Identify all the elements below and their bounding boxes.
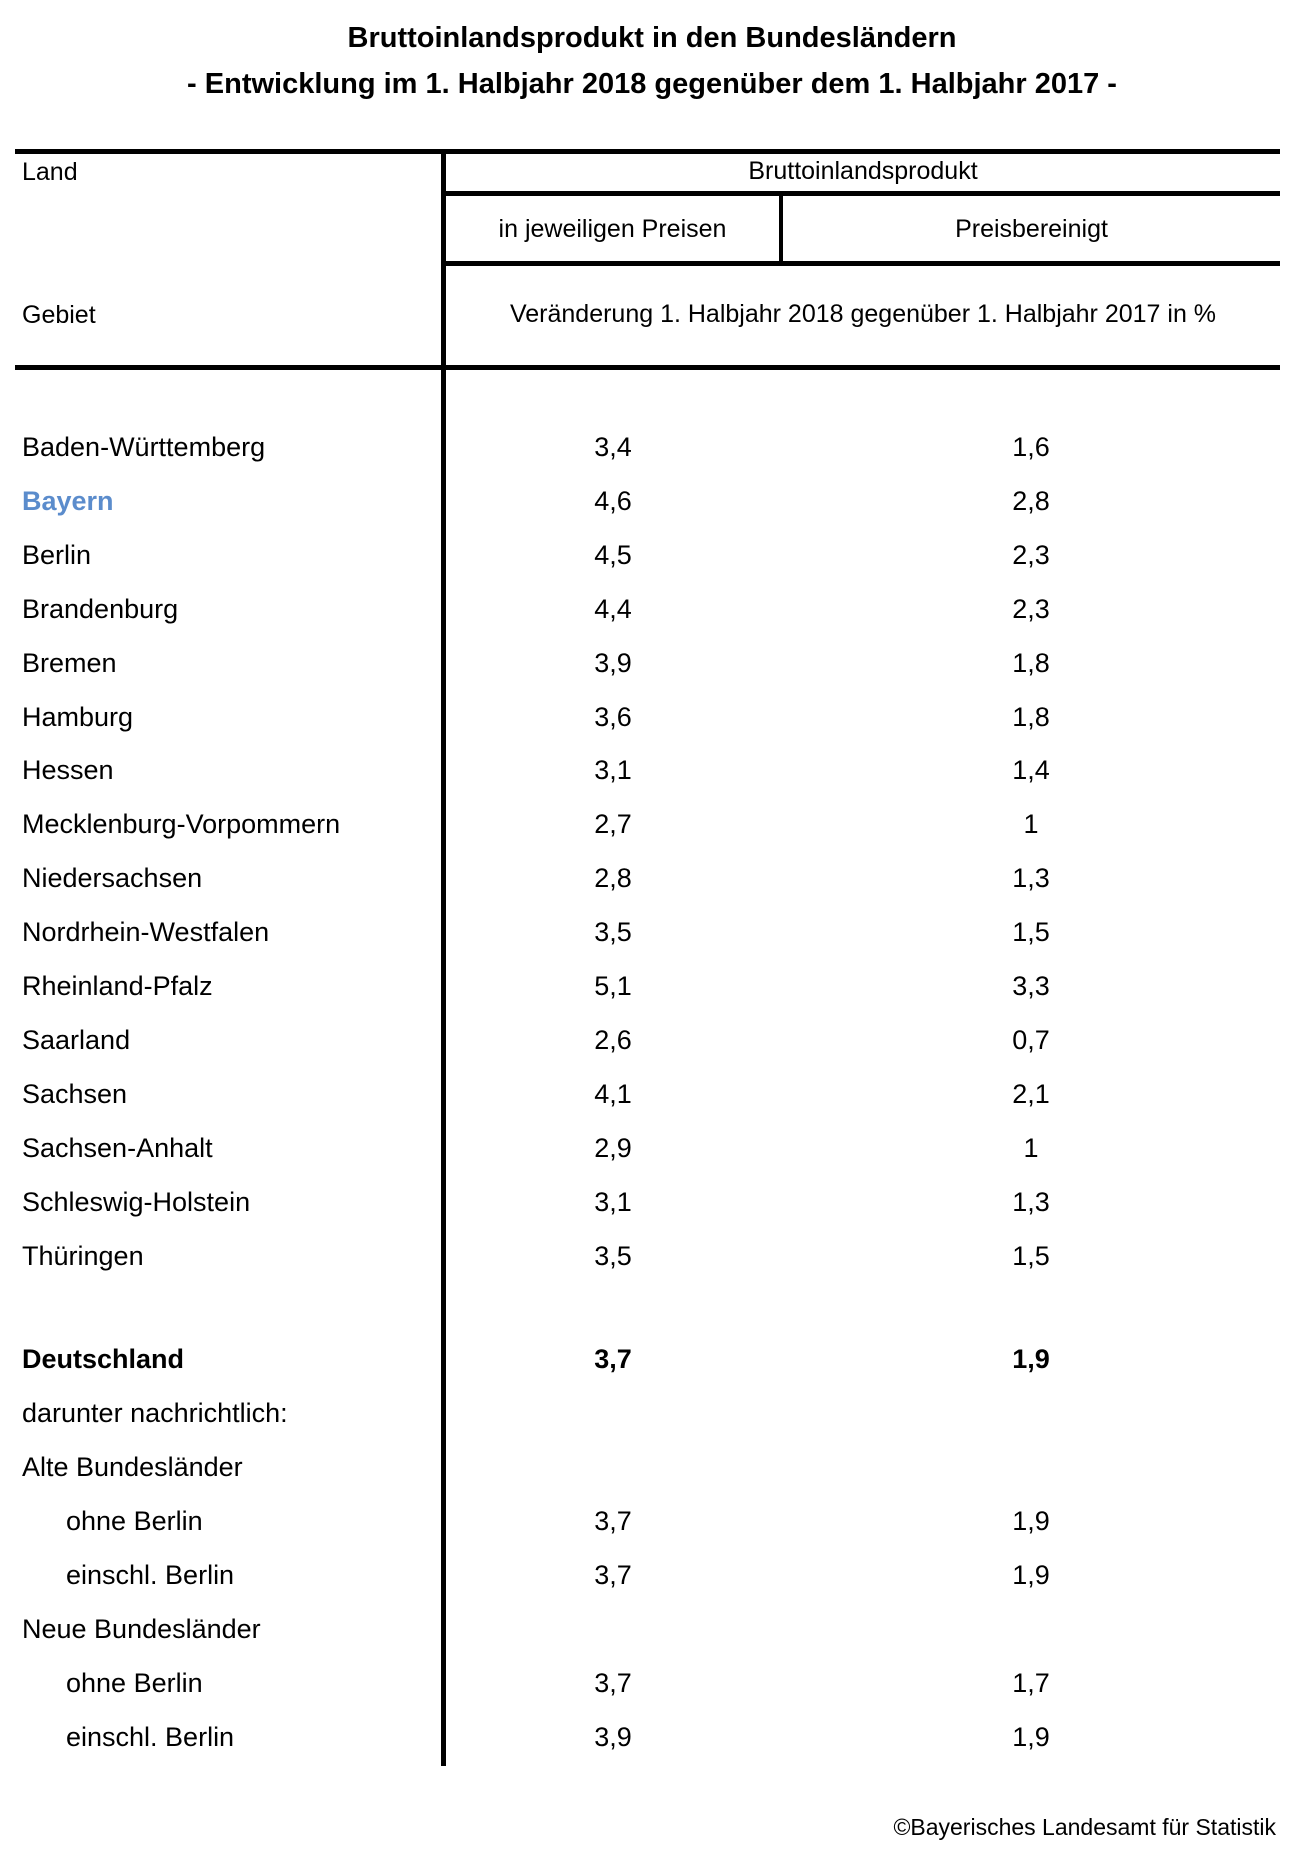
header-sub2: Preisbereinigt xyxy=(955,215,1108,243)
value-real: 1,6 xyxy=(1012,432,1050,462)
value-real: 1,5 xyxy=(1012,917,1050,948)
row-alte-ohne xyxy=(0,1506,1304,1546)
value-real: 1,9 xyxy=(1012,1506,1050,1536)
value-real: 2,3 xyxy=(1012,539,1050,570)
header-bottom-rule xyxy=(15,365,1280,370)
value-nominal: 4,6 xyxy=(594,485,632,516)
title-line-1: Bruttoinlandsprodukt in den Bundesländern xyxy=(347,22,957,54)
header-unit: Veränderung 1. Halbjahr 2018 gegenüber 1. Halbjahr 2017 in % xyxy=(509,300,1217,328)
row-neue-einschl xyxy=(0,1722,1304,1762)
value-real: 1,3 xyxy=(1012,1186,1050,1217)
value-nominal: 2,9 xyxy=(594,1132,632,1163)
row-label: Nordrhein-Westfalen xyxy=(22,917,270,948)
header-group: Bruttoinlandsprodukt xyxy=(748,157,978,185)
row-label: Niedersachsen xyxy=(22,863,203,894)
row-label: Baden-Württemberg xyxy=(22,432,266,462)
value-nominal: 2,8 xyxy=(594,863,632,894)
table-row xyxy=(0,1079,1304,1119)
title-line-2: - Entwicklung im 1. Halbjahr 2018 gegenüber dem 1. Halbjahr 2017 - xyxy=(187,68,1117,100)
row-label: Alte Bundesländer xyxy=(22,1452,243,1482)
table-row xyxy=(0,594,1304,634)
value-real: 1,3 xyxy=(1012,863,1050,894)
row-label: einschl. Berlin xyxy=(66,1560,235,1590)
table-row xyxy=(0,432,1304,472)
value-real: 1,7 xyxy=(1012,1668,1050,1698)
value-nominal: 2,7 xyxy=(594,809,632,840)
row-label: Sachsen-Anhalt xyxy=(22,1132,213,1163)
row-label: Hessen xyxy=(22,755,114,786)
value-nominal: 3,6 xyxy=(594,701,632,732)
value-nominal: 3,4 xyxy=(594,432,632,462)
value-nominal: 5,1 xyxy=(594,971,632,1001)
row-alte-einschl xyxy=(0,1560,1304,1600)
row-label: Deutschland xyxy=(22,1344,185,1374)
table-top-rule xyxy=(15,149,1280,154)
row-neue-ohne xyxy=(0,1668,1304,1708)
row-label: Schleswig-Holstein xyxy=(22,1186,251,1217)
row-label: Bremen xyxy=(22,647,117,678)
value-real: 1,8 xyxy=(1012,701,1050,732)
table-row xyxy=(0,971,1304,1011)
row-label: Neue Bundesländer xyxy=(22,1614,261,1644)
value-nominal: 3,7 xyxy=(594,1668,632,1698)
table-row xyxy=(0,486,1304,526)
value-real: 3,3 xyxy=(1012,971,1050,1001)
table-row xyxy=(0,1241,1304,1281)
value-nominal: 3,5 xyxy=(594,1240,632,1271)
value-real: 1 xyxy=(1023,809,1039,840)
value-nominal: 4,5 xyxy=(594,539,632,570)
value-nominal: 3,5 xyxy=(594,917,632,948)
value-real: 0,7 xyxy=(1012,1024,1050,1055)
row-deutschland xyxy=(0,1344,1304,1384)
value-nominal: 3,1 xyxy=(594,755,632,786)
row-label: Hamburg xyxy=(22,701,134,732)
row-label: Saarland xyxy=(22,1024,131,1055)
row-label: Berlin xyxy=(22,539,92,570)
value-nominal: 4,1 xyxy=(594,1078,632,1109)
value-real: 1,9 xyxy=(1012,1344,1050,1374)
value-nominal: 3,7 xyxy=(594,1506,632,1536)
copyright: ©Bayerisches Landesamt für Statistik xyxy=(893,1814,1276,1840)
row-label: ohne Berlin xyxy=(66,1668,203,1698)
value-real: 2,8 xyxy=(1012,485,1050,516)
value-nominal: 3,9 xyxy=(594,1722,632,1752)
value-nominal: 3,1 xyxy=(594,1186,632,1217)
table-row xyxy=(0,1133,1304,1173)
row-darunter xyxy=(0,1398,1304,1438)
table-row xyxy=(0,540,1304,580)
value-nominal: 3,9 xyxy=(594,647,632,678)
value-nominal: 3,7 xyxy=(594,1344,632,1374)
row-label: Brandenburg xyxy=(22,593,179,624)
row-label: Rheinland-Pfalz xyxy=(22,971,213,1001)
value-real: 1,8 xyxy=(1012,647,1050,678)
value-nominal: 4,4 xyxy=(594,593,632,624)
row-label: Mecklenburg-Vorpommern xyxy=(22,809,341,840)
row-label: einschl. Berlin xyxy=(66,1722,235,1752)
table-row xyxy=(0,648,1304,688)
row-label: Bayern xyxy=(22,485,114,516)
value-real: 1,9 xyxy=(1012,1722,1050,1752)
row-neue xyxy=(0,1614,1304,1654)
row-alte xyxy=(0,1452,1304,1492)
value-real: 2,3 xyxy=(1012,593,1050,624)
value-real: 1,4 xyxy=(1012,755,1050,786)
row-label: ohne Berlin xyxy=(66,1506,203,1536)
table-row xyxy=(0,917,1304,957)
row-label: darunter nachrichtlich: xyxy=(22,1398,288,1428)
table-row xyxy=(0,702,1304,742)
value-nominal: 3,7 xyxy=(594,1560,632,1590)
table-row xyxy=(0,809,1304,849)
table-row xyxy=(0,1025,1304,1065)
value-real: 1,5 xyxy=(1012,1240,1050,1271)
table-row xyxy=(0,1187,1304,1227)
value-real: 2,1 xyxy=(1012,1078,1050,1109)
value-nominal: 2,6 xyxy=(594,1024,632,1055)
table-row xyxy=(0,755,1304,795)
value-real: 1,9 xyxy=(1012,1560,1050,1590)
subheader-rule xyxy=(443,261,1280,266)
header-land: Land xyxy=(22,158,78,186)
value-real: 1 xyxy=(1023,1132,1039,1163)
table-row xyxy=(0,863,1304,903)
header-sub1: in jeweiligen Preisen xyxy=(498,215,727,243)
group-header-rule xyxy=(443,191,1280,196)
row-label: Sachsen xyxy=(22,1078,128,1109)
row-label: Thüringen xyxy=(22,1240,144,1271)
header-gebiet: Gebiet xyxy=(22,301,96,329)
